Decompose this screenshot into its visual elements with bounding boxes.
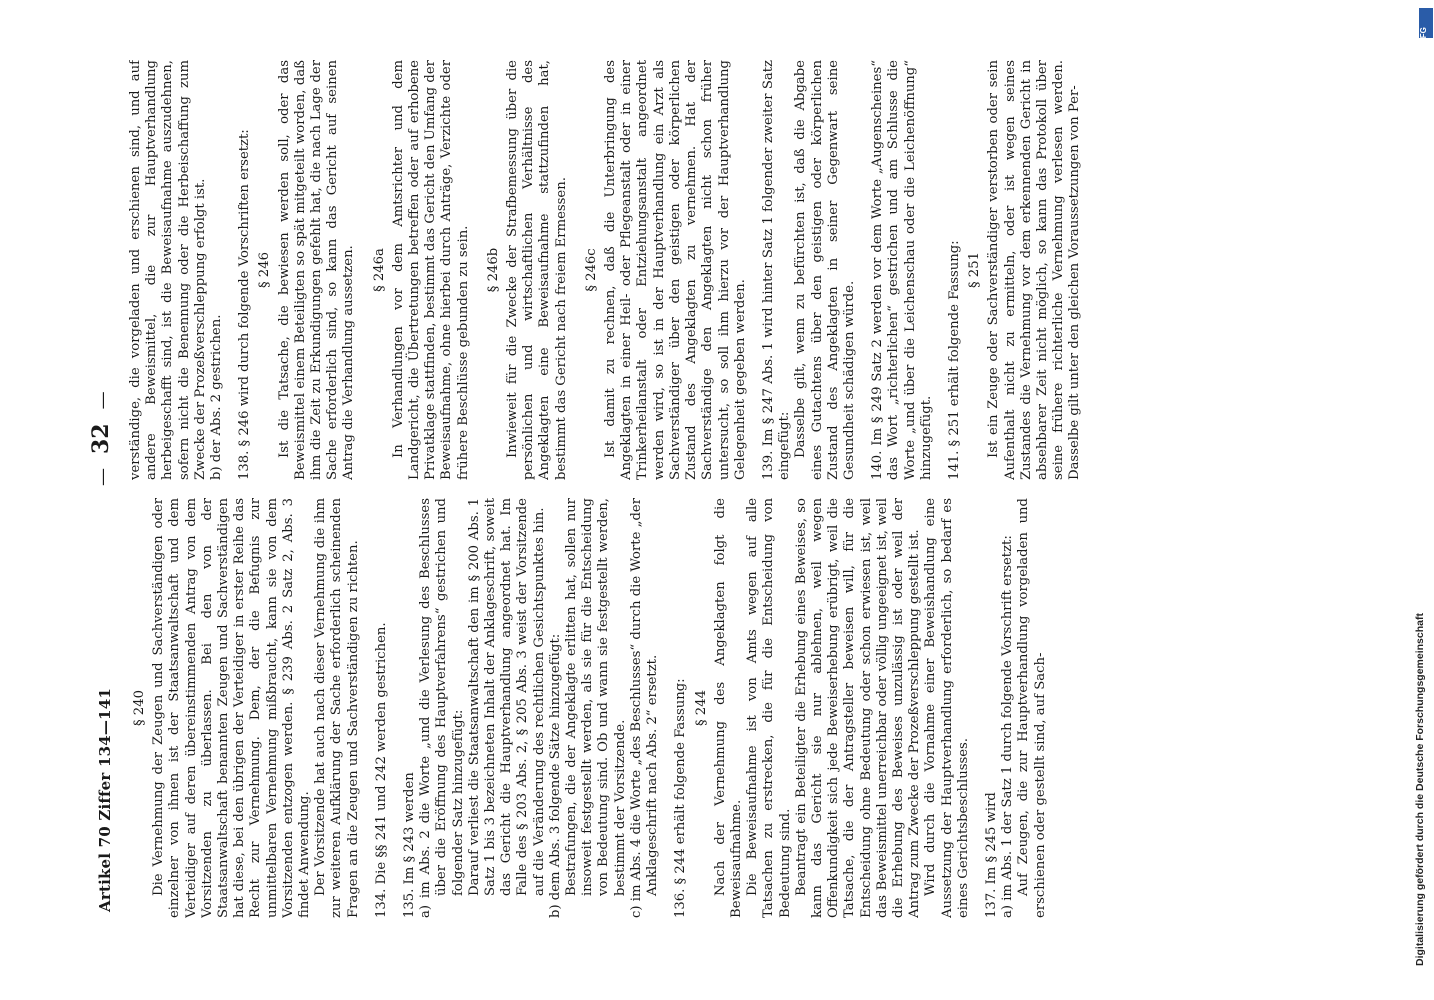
paragraph: Ist ein Zeuge oder Sachverständiger verstorben oder sein Aufenthalt nicht zu ermitteln, oder ist wegen seines Zustandes die Vernehmung vor dem erkennenden Gericht in absehbarer Zeit nicht möglich, so kann das Protokoll über seine frühere richterliche Vernehmung verlesen werden. Dasselbe gilt unter den gleichen Voraussetzungen von Per- — [986, 60, 1083, 480]
amendment-item: 134. Die §§ 241 und 242 werden gestrichen. — [373, 622, 389, 918]
paragraph: Darauf verliest die Staatsanwaltschaft den im § 200 Abs. 1 Satz 1 bis 3 bezeichneten Inhalt der Anklageschrift, soweit das Gericht die Hauptverhandlung angeordnet hat. Im Falle des § 203 Abs. 2, § 205 Abs. 3 weist der Vorsitzende auf die Veränderung des rechtlichen Gesichtspunktes hin. — [466, 498, 547, 896]
paragraph: Ist damit zu rechnen, daß die Unterbringung des Angeklagten in einer Heil- oder Pflegeanstalt oder in einer Trinkerheilanstalt oder Entziehungsanstalt angeordnet werden wird, so ist in der Hauptverhandlung ein Arzt als Sachverständiger über den geistigen oder körperlichen Zustand des Angeklagten zu vernehmen. Hat der Sachverständige den Angeklagten nicht schon früher untersucht, so soll ihm hierzu vor der Hauptverhandlung Gelegenheit gegeben werden. — [603, 60, 748, 480]
paragraph: Der Vorsitzende hat auch nach dieser Vernehmung die ihm zur weiteren Aufklärung der Sache erforderlich scheinenden Fragen an die Zeugen und Sachverständigen zu richten. — [313, 498, 361, 918]
sub-item: b) dem Abs. 3 folgende Sätze hinzugefügt: — [547, 633, 563, 918]
paragraph: Wird durch die Vornahme einer Beweishandlung eine Aussetzung der Hauptverhandlung erforderlich, so bedarf es eines Gerichtsbeschlusses. — [923, 498, 971, 918]
sub-item: a) im Abs. 2 die Worte „und die Verlesung des Beschlusses über die Eröffnung des Hauptverfahrens“ gestrichen und folgender Satz hinzugefügt: — [418, 498, 466, 918]
section-heading: § 244 — [693, 690, 709, 726]
paragraph: Bestrafungen, die der Angeklagte erlitten hat, sollen nur insoweit festgestellt werden, als sie für die Entscheidung von Bedeutung sind. Ob und wann sie festgestellt werden, bestimmt der Vorsitzende. — [564, 498, 628, 896]
header-dash-right: — — [92, 391, 113, 410]
section-heading: § 246a — [371, 248, 387, 292]
digitization-note-text: Digitalisierung gefördert durch die Deutsche Forschungsgemeinschaft — [1414, 613, 1426, 966]
header-dash-left: — — [92, 468, 113, 486]
paragraph: Auf Zeugen, die zur Hauptverhandlung vorgeladen und erschienen oder gestellt sind, auf Sach- — [1016, 498, 1048, 918]
sub-item: b) der Abs. 2 gestrichen. — [209, 314, 225, 480]
page-number-block — [88, 377, 114, 500]
amendment-item: 140. Im § 249 Satz 2 werden vor dem Worte „Augenscheines“ das Wort „richterlichen“ gestrichen und am Schlusse die Worte „und über die Leichenschau oder die Leichenöffnung“ hinzugefügt. — [870, 60, 934, 480]
paragraph: Dasselbe gilt, wenn zu befürchten ist, daß die Abgabe eines Gutachtens über den geistigen oder körperlichen Zustand des Angeklagten in seiner Gegenwart seine Gesundheit schädigen würde. — [793, 60, 857, 480]
page-header — [88, 70, 128, 920]
right-column — [128, 60, 1248, 480]
paragraph: In Verhandlungen vor dem Amtsrichter und dem Landgericht, die Übertretungen betreffen oder auf erhobene Privatklage stattfinden, bestimmt das Gericht den Umfang der Beweisaufnahme, ohne hierbei durch Anträge, Verzichte oder frühere Beschlüsse gebunden zu sein. — [390, 60, 471, 480]
article-heading: Artikel 70 Ziffer 134—141 — [96, 688, 114, 912]
paragraph: Die Vernehmung der Zeugen und Sachverständigen oder einzelner von ihnen ist der Staatsanwaltschaft und dem Verteidiger auf deren übereinstimmenden Antrag von dem Vorsitzenden zu überlassen. Bei den von der Staatsanwaltschaft benannten Zeugen und Sachverständigen hat diese, bei den übrigen der Verteidiger in erster Reihe das Recht zur Vernehmung. Dem, der die Befugnis zur unmittelbaren Vernehmung mißbraucht, kann sie von dem Vorsitzenden entzogen werden. § 239 Abs. 2 Satz 2, Abs. 3 findet Anwendung. — [151, 498, 313, 918]
section-heading: § 246c — [583, 248, 599, 292]
paragraph: Inwieweit für die Zwecke der Strafbemessung über die persönlichen und wirtschaftlichen Verhältnisse des Angeklagten eine Beweisaufnahme stattzufinden hat, bestimmt das Gericht nach freiem Ermessen. — [505, 60, 569, 480]
amendment-item: 138. § 246 wird durch folgende Vorschriften ersetzt: — [237, 129, 253, 480]
sub-item: c) im Abs. 4 die Worte „des Beschlusses“ durch die Worte „der Anklageschrift nach Abs. 2“ ersetzt. — [628, 498, 661, 918]
amendment-item: 141. § 251 erhält folgende Fassung: — [946, 240, 962, 480]
sub-item: a) im Abs. 1 der Satz 1 durch folgende Vorschrift ersetzt: — [1000, 535, 1016, 918]
left-column — [128, 498, 1248, 918]
amendment-item: 136. § 244 erhält folgende Fassung: — [673, 678, 689, 918]
section-heading: § 240 — [132, 690, 147, 726]
paragraph: Nach der Vernehmung des Angeklagten folgt die Beweisaufnahme. — [712, 498, 744, 918]
dfg-logo: DFG — [1419, 8, 1433, 38]
section-heading: § 246 — [257, 252, 273, 288]
amendment-item: 139. Im § 247 Abs. 1 wird hinter Satz 1 folgender zweiter Satz eingefügt: — [760, 60, 793, 480]
paragraph: Ist die Tatsache, die bewiesen werden soll, oder das Beweismittel einem Beteiligten so spät mitgeteilt worden, daß ihm die Zeit zu Erkundigungen gefehlt hat, die nach Lage der Sache erforderlich sind, so kann das Gericht auf seinen Antrag die Verhandlung aussetzen. — [276, 60, 357, 480]
amendment-item: 135. Im § 243 werden — [402, 772, 418, 918]
paragraph: verständige, die vorgeladen und erschienen sind, und auf andere Beweismittel, die zur Hauptverhandlung herbeigeschafft sind, ist die Beweisaufnahme auszudehnen, sofern nicht die Benennung oder die Herbeischaffung zum Zwecke der Prozeßverschleppung erfolgt ist. — [128, 60, 208, 480]
amendment-item: 137. Im § 245 wird — [983, 792, 999, 918]
section-heading: § 251 — [967, 252, 983, 288]
digitization-note — [1410, 30, 1430, 970]
page-number: 32 — [88, 423, 114, 454]
paragraph: Beantragt ein Beteiligter die Erhebung eines Beweises, so kann das Gericht sie nur ablehnen, weil wegen Offenkundigkeit sich jede Beweiserhebung erübrigt, weil die Tatsache, die der Antragsteller beweisen will, für die Entscheidung ohne Bedeutung oder schon erwiesen ist, weil das Beweismittel unerreichbar oder völlig ungeeignet ist, weil die Erhebung des Beweises unzulässig ist oder weil der Antrag zum Zwecke der Prozeßverschleppung gestellt ist. — [793, 498, 923, 918]
paragraph: Die Beweisaufnahme ist von Amts wegen auf alle Tatsachen zu erstrecken, die für die Entscheidung von Bedeutung sind. — [745, 498, 793, 918]
section-heading: § 246b — [485, 247, 501, 293]
